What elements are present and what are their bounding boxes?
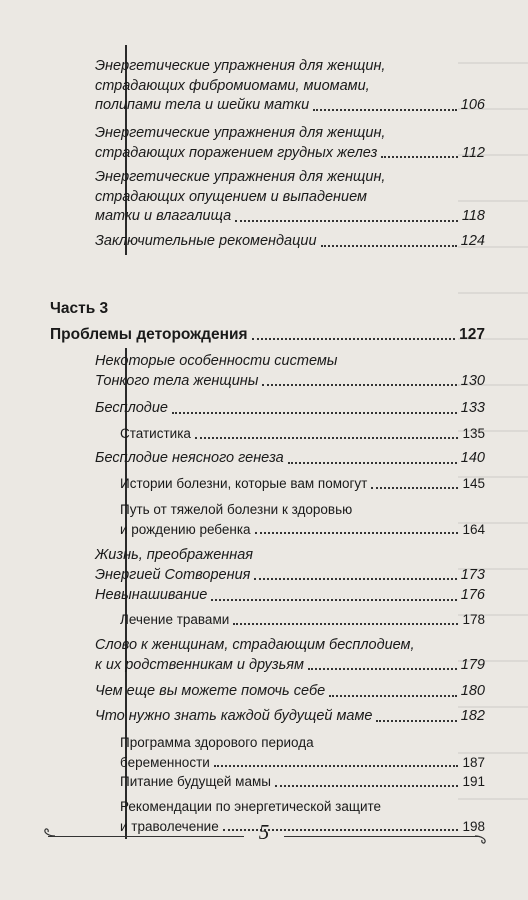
dot-leader [329, 695, 457, 697]
toc-entry-line: страдающих фибромиомами, миомами, [95, 77, 370, 94]
toc-page-number: 106 [460, 97, 485, 113]
dot-leader [255, 532, 459, 534]
dot-leader [211, 599, 456, 601]
toc-page-number: 176 [460, 587, 485, 603]
part-label: Часть 3 [50, 300, 109, 317]
toc-entry[interactable] [95, 636, 485, 675]
dot-leader [275, 785, 459, 787]
toc-entry-title: беременности [120, 754, 210, 770]
toc-entry[interactable] [95, 682, 485, 702]
toc-entry[interactable] [95, 586, 485, 606]
dot-leader [233, 623, 458, 625]
toc-entry-title: матки и влагалища [95, 208, 232, 224]
toc-page-number: 124 [460, 233, 485, 249]
page-number: 5 [258, 820, 270, 844]
dot-leader [195, 437, 459, 439]
toc-subentry[interactable] [120, 733, 485, 772]
toc-entry-title: и траволечение [120, 818, 219, 834]
dot-leader [262, 384, 456, 386]
toc-page-number: 198 [462, 818, 485, 834]
toc-page-number: 182 [460, 708, 485, 724]
toc-entry-title: Бесплодие [95, 400, 168, 416]
part-title-entry[interactable] [50, 325, 485, 345]
toc-page-number: 178 [462, 612, 485, 627]
dot-leader [321, 245, 457, 247]
toc-page-number: 133 [460, 400, 485, 416]
footer-ornament-line-right [284, 836, 480, 837]
toc-subentry[interactable] [120, 474, 485, 494]
toc-page-number: 112 [461, 144, 485, 161]
toc-entry-title: Лечение травами [120, 612, 230, 627]
toc-entry-title: Тонкого тела женщины [95, 372, 259, 389]
toc-entry-title: Что нужно знать каждой будущей маме [95, 708, 373, 724]
toc-entry-title: Истории болезни, которые вам помогут [120, 476, 368, 491]
toc-page-number: 179 [460, 656, 485, 673]
part-title: Проблемы деторождения [50, 326, 248, 343]
toc-entry-title: и рождению ребенка [120, 521, 251, 537]
toc-entry[interactable] [95, 399, 485, 419]
toc-entry-title: Энергией Сотворения [95, 566, 251, 583]
toc-entry-line: Энергетические упражнения для женщин, [95, 169, 386, 185]
toc-subentry[interactable] [120, 797, 485, 836]
toc-page-number: 187 [462, 754, 485, 770]
toc-entry[interactable] [95, 449, 485, 469]
dot-leader [214, 765, 459, 767]
toc-entry-line: страдающих опущением и выпадением [95, 188, 367, 205]
toc-subentry[interactable] [120, 772, 485, 792]
toc-entry-title: Заключительные рекомендации [95, 233, 317, 249]
footer-ornament-swirl-right [474, 828, 490, 844]
toc-entry[interactable] [95, 168, 485, 227]
toc-entry-line: Путь от тяжелой болезни к здоровью [120, 502, 353, 517]
toc-entry[interactable] [95, 57, 485, 116]
dot-leader [308, 668, 457, 670]
toc-entry[interactable] [95, 546, 485, 585]
footer-ornament-swirl-left [40, 828, 56, 844]
toc-entry[interactable] [95, 232, 485, 252]
toc-page-number: 173 [460, 566, 485, 583]
toc-page-number: 145 [462, 476, 485, 491]
toc-entry-line: Программа здорового периода [120, 735, 314, 750]
toc-entry-line: Слово к женщинам, страдающим бесплодием, [95, 637, 415, 653]
toc-entry-line: Энергетические упражнения для женщин, [95, 125, 386, 141]
dot-leader [313, 109, 457, 111]
toc-page-number: 135 [462, 426, 485, 441]
toc-page-number: 164 [462, 521, 485, 537]
toc-entry[interactable] [95, 352, 485, 391]
toc-page-number: 130 [460, 372, 485, 389]
toc-page-number: 127 [459, 326, 485, 343]
toc-entry-line: Энергетические упражнения для женщин, [95, 58, 386, 74]
toc-entry-title: Питание будущей мамы [120, 774, 271, 789]
footer-ornament-line-left [48, 836, 244, 837]
toc-subentry[interactable] [120, 500, 485, 539]
toc-entry-line: Рекомендации по энергетической защите [120, 799, 382, 814]
toc-page-number: 118 [461, 208, 485, 224]
toc-page-number: 140 [460, 450, 485, 466]
toc-entry-title: Бесплодие неясного генеза [95, 450, 284, 466]
dot-leader [235, 220, 458, 222]
toc-entry-title: Чем еще вы можете помочь себе [95, 683, 326, 699]
toc-entry[interactable] [95, 707, 485, 727]
toc-page-number: 180 [460, 683, 485, 699]
toc-entry-line: Некоторые особенности системы [95, 353, 338, 369]
toc-entry-title: полипами тела и шейки матки [95, 97, 310, 113]
dot-leader [172, 412, 457, 414]
dot-leader [254, 578, 456, 580]
toc-entry-line: Жизнь, преображенная [95, 547, 254, 563]
dot-leader [288, 462, 457, 464]
toc-entry-title: Статистика [120, 426, 191, 441]
toc-subentry[interactable] [120, 424, 485, 444]
toc-page-number: 191 [462, 774, 485, 789]
dot-leader [381, 156, 457, 158]
dot-leader [376, 720, 456, 722]
toc-subentry[interactable] [120, 610, 485, 630]
toc-entry-title: к их родственникам и друзьям [95, 656, 304, 673]
toc-entry[interactable] [95, 124, 485, 163]
dot-leader [371, 487, 458, 489]
toc-entry-title: страдающих поражением грудных желез [95, 144, 378, 161]
toc-entry-title: Невынашивание [95, 587, 208, 603]
dot-leader [252, 338, 456, 340]
